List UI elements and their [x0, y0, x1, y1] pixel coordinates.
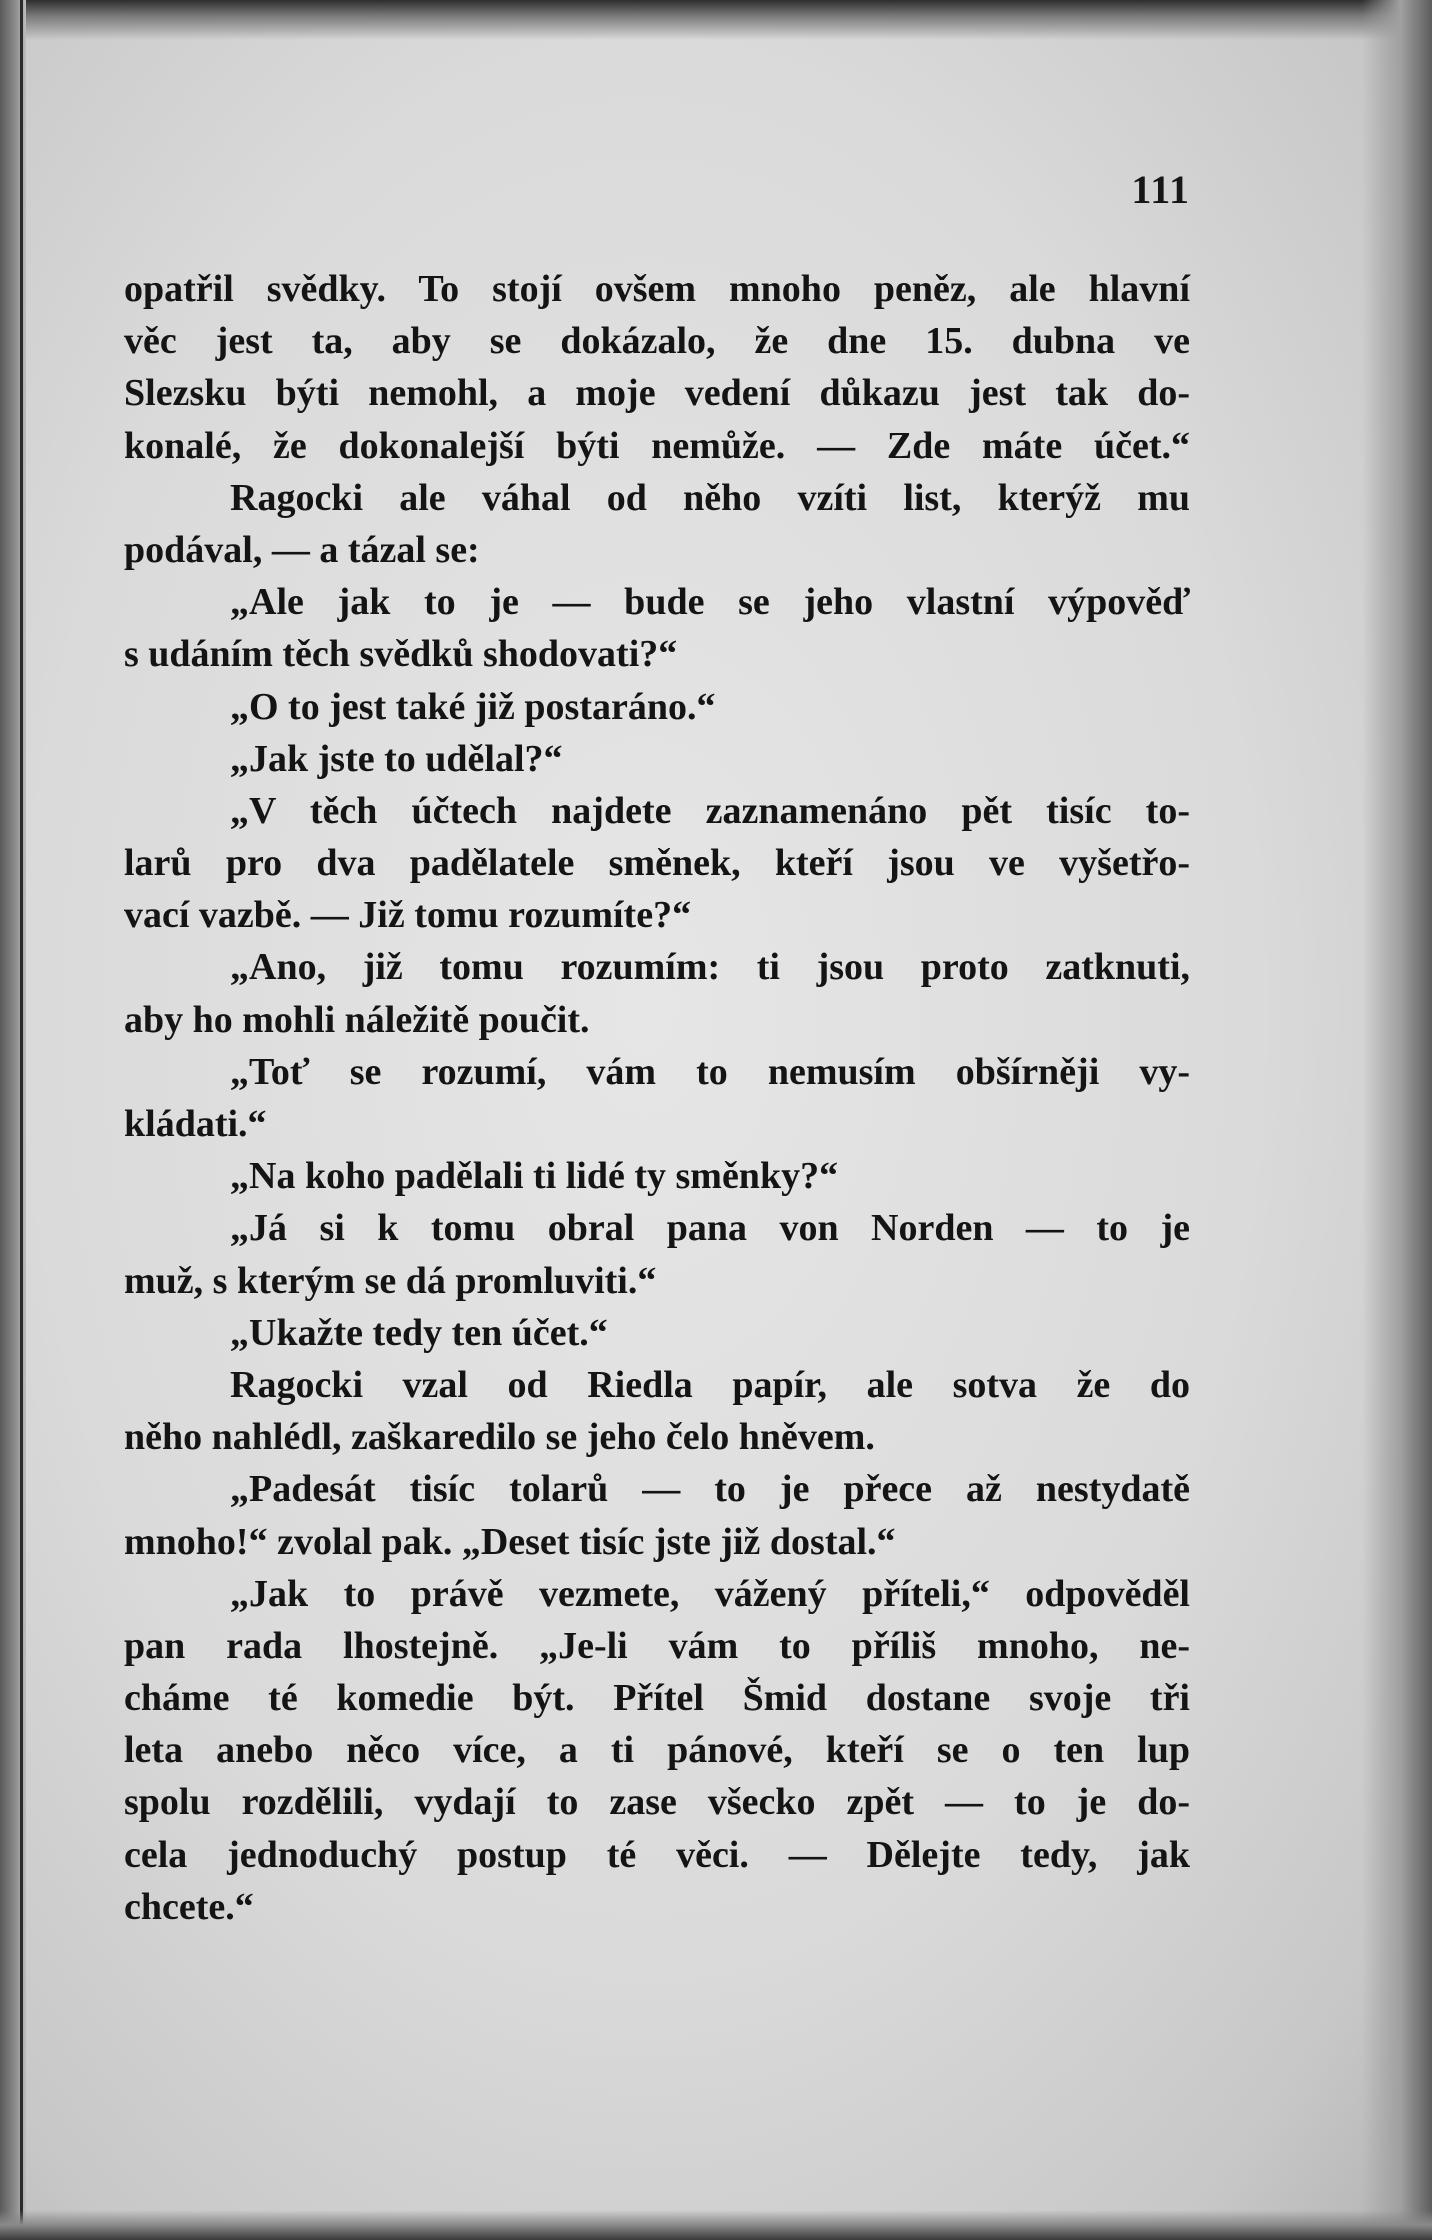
text-line: Ragocki ale váhal od něho vzíti list, kterýž mu: [230, 476, 1190, 519]
text-line: věc jest ta, aby se dokázalo, že dne 15. dubna ve: [124, 320, 1190, 363]
text-line: opatřil svědky. To stojí ovšem mnoho peněz, ale hlavní: [124, 268, 1190, 310]
text-line: „O to jest také již postaráno.“: [230, 685, 716, 728]
text-line: „Já si k tomu obral pana von Norden — to je: [230, 1207, 1190, 1250]
text-line: larů pro dva padělatele směnek, kteří jsou ve vyšetřo-: [124, 842, 1190, 885]
page-bottom-shadow: [0, 2210, 1432, 2240]
text-line: „Jak to právě vezmete, vážený příteli,“ odpověděl: [230, 1572, 1190, 1615]
text-line: podával, — a tázal se:: [124, 528, 480, 571]
text-line: mnoho!“ zvolal pak. „Deset tisíc jste již dostal.“: [124, 1520, 896, 1563]
text-line: konalé, že dokonalejší býti nemůže. — Zde máte účet.“: [124, 424, 1190, 467]
body-text: [124, 263, 1190, 1933]
text-line: s udáním těch svědků shodovati?“: [124, 633, 678, 676]
text-line: vací vazbě. — Již tomu rozumíte?“: [124, 894, 692, 937]
text-line: leta anebo něco více, a ti pánové, kteří se o ten lup: [124, 1729, 1190, 1772]
text-line: Ragocki vzal od Riedla papír, ale sotva že do: [230, 1363, 1190, 1406]
text-line: „V těch účtech najdete zaznamenáno pět tisíc to-: [230, 789, 1190, 832]
page-number: 111: [1131, 167, 1190, 212]
text-line: „Ale jak to je — bude se jeho vlastní výpověď: [230, 581, 1190, 624]
text-line: „Na koho padělali ti lidé ty směnky?“: [230, 1155, 839, 1198]
text-line: spolu rozdělili, vydají to zase všecko zpět — to je do-: [124, 1781, 1190, 1824]
page-binding-edge: [0, 0, 26, 2240]
text-line: „Toť se rozumí, vám to nemusím obšírněji vy-: [230, 1050, 1190, 1093]
page-top-shadow: [0, 0, 1432, 40]
text-line: „Ano, již tomu rozumím: ti jsou proto zatknuti,: [230, 946, 1190, 989]
text-line: cela jednoduchý postup té věci. — Dělejte tedy, jak: [124, 1833, 1190, 1876]
text-line: aby ho mohli náležitě poučit.: [124, 998, 590, 1041]
text-line: něho nahlédl, zaškaredilo se jeho čelo hněvem.: [124, 1416, 875, 1459]
text-line: muž, s kterým se dá promluviti.“: [124, 1259, 657, 1302]
page-right-shadow: [1362, 0, 1432, 2240]
text-line: „Ukažte tedy ten účet.“: [230, 1311, 608, 1354]
text-line: „Padesát tisíc tolarů — to je přece až nestydatě: [230, 1468, 1190, 1511]
text-line: chcete.“: [124, 1885, 254, 1928]
text-line: Slezsku býti nemohl, a moje vedení důkazu jest tak do-: [124, 372, 1190, 415]
text-line: cháme té komedie být. Přítel Šmid dostane svoje tři: [124, 1677, 1190, 1720]
text-line: pan rada lhostejně. „Je-li vám to příliš mnoho, ne-: [124, 1624, 1190, 1667]
text-line: „Jak jste to udělal?“: [230, 737, 563, 780]
text-line: kládati.“: [124, 1103, 267, 1145]
